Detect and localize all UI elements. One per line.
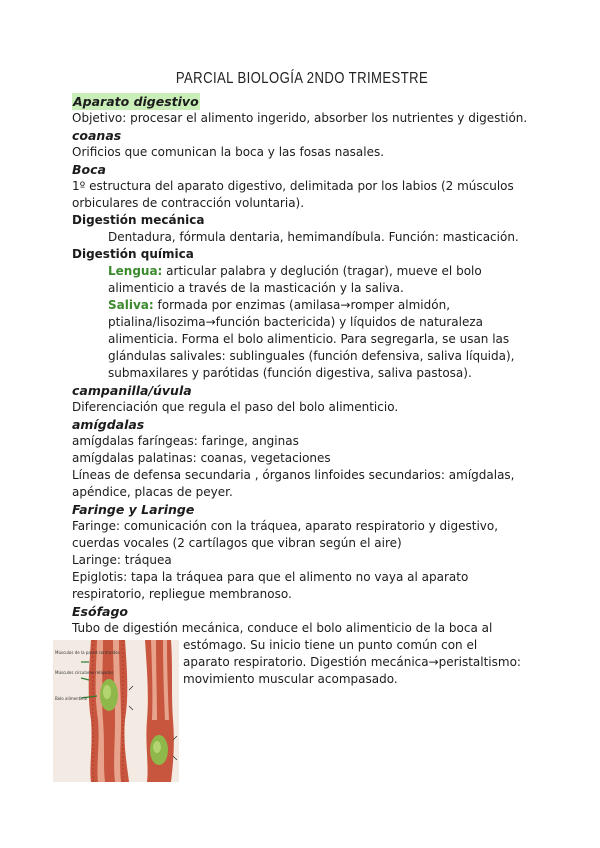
figure-label-relaxed: Músculos circulares relajados (55, 670, 114, 675)
saliva-line-2: ptialina/lisozima→función bactericida) y líquidos de naturaleza (108, 315, 484, 329)
amigdalas-line-3: Líneas de defensa secundaria , órganos linfoides secundarios: amígdalas, (72, 468, 515, 482)
objetivo-text: Objetivo: procesar el alimento ingerido, absorber los nutrientes y digestión. (72, 111, 528, 125)
saliva-label: Saliva: (108, 298, 154, 312)
faringe-line-1: Faringe: comunicación con la tráquea, aparato respiratorio y digestivo, (72, 519, 499, 533)
saliva-line-3: alimenticia. Forma el bolo alimenticio. Para segregarla, se usan las (108, 332, 510, 346)
campanilla-text: Diferenciación que regula el paso del bolo alimenticio. (72, 400, 399, 414)
esofago-line-2: estómago. Su inicio tiene un punto común con el (183, 638, 478, 652)
section-heading-esofago: Esófago (72, 604, 128, 619)
esofago-line-4: movimiento muscular acompasado. (183, 672, 398, 686)
page-title: PARCIAL BIOLOGÍA 2NDO TRIMESTRE (175, 70, 429, 87)
lengua-line-2: alimenticio a través de la masticación y la saliva. (108, 281, 404, 295)
saliva-line-1: Saliva: formada por enzimas (amilasa→romper almidón, (108, 298, 451, 312)
boca-line-1: 1º estructura del aparato digestivo, delimitada por los labios (2 músculos (72, 179, 514, 193)
saliva-line-5: submaxilares y parótidas (función digestiva, saliva pastosa). (108, 366, 472, 380)
esofago-block (55, 620, 532, 701)
figure-label-contracted: Músculos de la pared contraídos (55, 650, 120, 655)
faringe-line-3: Laringe: tráquea (72, 553, 172, 567)
lengua-label: Lengua: (108, 264, 163, 278)
lengua-line-1: Lengua: articular palabra y deglución (tragar), mueve el bolo (108, 264, 482, 278)
esofago-line-1: Tubo de digestión mecánica, conduce el bolo alimenticio de la boca al (72, 621, 493, 635)
faringe-line-5: respiratorio, repliegue membranoso. (72, 587, 292, 601)
subheading-digestion-mecanica: Digestión mecánica (72, 213, 205, 227)
saliva-line-4: glándulas salivales: sublinguales (función defensiva, saliva líquida), (108, 349, 515, 363)
amigdalas-line-1: amígdalas faríngeas: faringe, anginas (72, 434, 299, 448)
subheading-digestion-quimica: Digestión química (72, 247, 194, 261)
esofago-line-3: aparato respiratorio. Digestión mecánica→peristaltismo: (183, 655, 521, 669)
coanas-text: Orificios que comunican la boca y las fosas nasales. (72, 145, 385, 159)
amigdalas-line-2: amígdalas palatinas: coanas, vegetaciones (72, 451, 331, 465)
section-heading-faringe-laringe: Faringe y Laringe (72, 502, 195, 517)
section-heading-amigdalas: amígdalas (72, 417, 145, 432)
faringe-line-2: cuerdas vocales (2 cartílagos que vibran según el aire) (72, 536, 402, 550)
digestion-mecanica-text: Dentadura, fórmula dentaria, hemimandíbula. Función: masticación. (108, 230, 519, 244)
document-page (55, 70, 532, 701)
esophagus-diagram (53, 640, 179, 782)
peristalsis-illustration (53, 640, 179, 782)
faringe-line-4: Epiglotis: tapa la tráquea para que el alimento no vaya al aparato (72, 570, 469, 584)
figure-label-bolo: Bolo alimenticio (55, 696, 88, 701)
boca-line-2: orbiculares de contracción voluntaria). (72, 196, 305, 210)
section-heading-boca: Boca (72, 162, 106, 177)
section-heading-coanas: coanas (72, 128, 122, 143)
section-heading-aparato-digestivo: Aparato digestivo (73, 94, 199, 109)
amigdalas-line-4: apéndice, placas de peyer. (72, 485, 233, 499)
section-heading-campanilla: campanilla/úvula (72, 383, 192, 398)
